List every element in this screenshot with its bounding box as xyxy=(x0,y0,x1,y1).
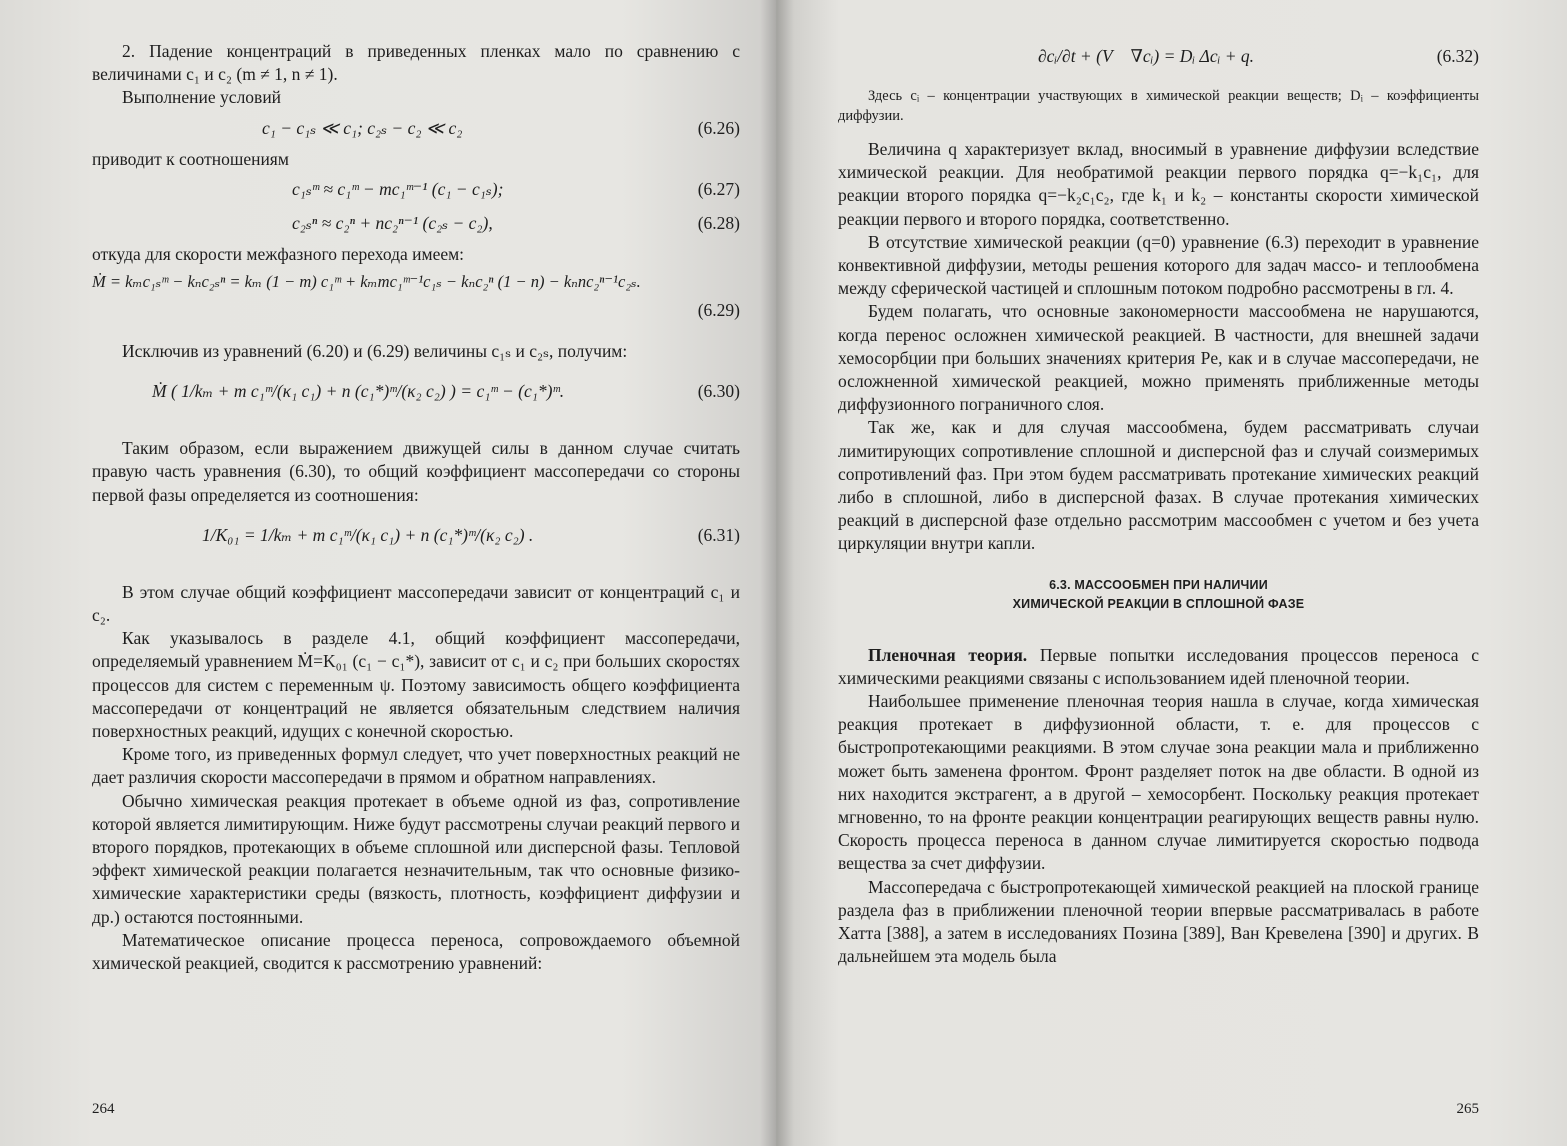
section-heading-line: 6.3. МАССООБМЕН ПРИ НАЛИЧИИ xyxy=(1049,577,1268,592)
equation-formula: ∂cᵢ/∂t + (V⃗ ∇cᵢ) = Dᵢ Δcᵢ + q. xyxy=(1038,46,1255,66)
paragraph: Массопередача с быстропротекающей химической реакцией на плоской границе раздела фаз в приближении пленочной теории впервые рассматривалась в работе Хатта [388], а затем в исследованиях Позина [389], Ван Кревелена [390] и других. В дальнейшем эта модель была xyxy=(838,876,1479,967)
paragraph: Выполнение условий xyxy=(122,87,282,108)
paragraph: В этом случае общий коэффициент массопередачи зависит от концентраций c₁ и c₂. xyxy=(92,581,740,626)
page-265 xyxy=(776,0,1567,1146)
equation-6-29 xyxy=(92,270,740,322)
equation-number: (6.30) xyxy=(697,381,740,402)
equation-number: (6.28) xyxy=(697,212,740,233)
paragraph: приводит к соотношениям xyxy=(92,148,289,169)
equation-number: (6.27) xyxy=(697,178,740,199)
paragraph: Кроме того, из приведенных формул следует, что учет поверхностных реакций не дает различия скорости массопередачи в прямом и обратном направлениях. xyxy=(92,744,740,788)
note-paragraph: Здесь cᵢ – концентрации участвующих в химической реакции веществ; Dᵢ – коэффициенты диффузии. xyxy=(838,88,1479,124)
paragraph: В отсутствие химической реакции (q=0) уравнение (6.3) переходит в уравнение конвективной диффузии, методы решения которого для задач массо- и теплообмена между сферической частицей и сплошным потоком подробно рассмотрены в гл. 4. xyxy=(838,231,1479,299)
equation-6-26 xyxy=(92,114,740,144)
paragraph: Величина q характеризует вклад, вносимый в уравнение диффузии вследствие химической реакции. Для необратимой реакции первого порядка q=−k₁c₁, для реакции второго порядка q=−k₂c₁c₂, где k₁ и k₂ – константы скорости химической реакции первого и второго порядка, соответственно. xyxy=(838,139,1479,229)
equation-number: (6.31) xyxy=(697,524,740,545)
paragraph: Как указывалось в разделе 4.1, общий коэффициент массопередачи, определяемый уравнением Ṁ=K₀₁ (c₁ − c₁*), зависит от c₁ и c₂ при больших скоростях процессов для систем с переменным ψ. Поэтому зависимость общего коэффициента массопередачи от концентраций не является обязательным следствием наличия поверхностных реакций, идущих с конечной скоростью. xyxy=(92,628,740,742)
section-heading-line: ХИМИЧЕСКОЙ РЕАКЦИИ В СПЛОШНОЙ ФАЗЕ xyxy=(1012,596,1305,611)
equation-6-32 xyxy=(838,42,1479,72)
paragraph: Наибольшее применение пленочная теория нашла в случае, когда химическая реакция протекает в диффузионной области, т. е. для процессов с быстропротекающими реакциями. В этом случае зона реакции мала и приближенно может быть заменена фронтом. Фронт разделяет поток на две области. В одной из них находится экстрагент, а в другой – хемосорбент. Поскольку реакция протекает мгновенно, то на фронте реакции концентрации реагирующих веществ равны нулю. Скорость процесса переноса в данном случае лимитируется скоростью подвода вещества за счет диффузии. xyxy=(838,691,1479,874)
run-in-heading: Пленочная теория. xyxy=(868,644,1028,665)
paragraph-text: Первые попытки исследования процессов переноса с химическими реакциями связаны с использованием идей пленочной теории. xyxy=(838,644,1479,688)
paragraph: Обычно химическая реакция протекает в объеме одной из фаз, сопротивление которой является лимитирующим. Ниже будут рассмотрены случаи реакций первого и второго порядков, протекающих в объеме сплошной или дисперсной фазы. Тепловой эффект химической реакции полагается незначительным, так что основные физико-химические характеристики среды (вязкость, плотность, коэффициент диффузии и др.) остаются постоянными. xyxy=(92,790,740,927)
equation-6-30 xyxy=(92,367,740,419)
equation-number: (6.26) xyxy=(697,117,740,138)
page-number: 265 xyxy=(1456,1101,1479,1117)
paragraph: Будем полагать, что основные закономерности массообмена не нарушаются, когда перенос осложнен химической реакцией. В частности, для внешней задачи хемосорбции при больших значениях критерия Pe, как и в случае массопередачи, не осложненной химической реакцией, можно применять приближенные методы диффузионного пограничного слоя. xyxy=(838,301,1479,415)
paragraph: Исключив из уравнений (6.20) и (6.29) величины c₁ₛ и c₂ₛ, получим: xyxy=(122,341,628,362)
equation-formula: c₁ − c₁ₛ ≪ c₁; c₂ₛ − c₂ ≪ c₂ xyxy=(262,117,463,138)
section-heading xyxy=(838,576,1479,614)
paragraph: Математическое описание процесса переноса, сопровождаемого объемной химической реакцией, сводится к рассмотрению уравнений: xyxy=(92,929,740,974)
paragraph: Таким образом, если выражением движущей силы в данном случае считать правую часть уравнения (6.30), то общий коэффициент массопередачи со стороны первой фазы определяется из соотношения: xyxy=(92,438,740,505)
equation-formula: Ṁ = kₘc₁ₛᵐ − kₙc₂ₛⁿ = kₘ (1 − m) c₁ᵐ + kₘmc₁ᵐ⁻¹c₁ₛ − kₙc₂ⁿ (1 − n) − kₙnc₂ⁿ⁻¹c₂ₛ. xyxy=(92,272,641,292)
page-264 xyxy=(0,0,776,1146)
equation-formula: c₁ₛᵐ ≈ c₁ᵐ − mc₁ᵐ⁻¹ (c₁ − c₁ₛ); xyxy=(292,178,504,199)
paragraph: Так же, как и для случая массообмена, будем рассматривать случаи лимитирующих сопротивление сплошной и дисперсной фаз и случай соизмеримых сопротивлений фаз. При этом будем рассматривать протекание химических реакций либо в сплошной, либо в дисперсной фазах. В случае протекания химических реакций в дисперсной фазе отдельно рассмотрим массообмен с учетом и без учета циркуляции внутри капли. xyxy=(838,417,1479,554)
equation-formula: 1/K₀₁ = 1/kₘ + m c₁ᵐ/(κ₁ c₁) + n (c₁*)ᵐ/(κ₂ c₂) . xyxy=(202,524,534,545)
paragraph: 2. Падение концентраций в приведенных пленках мало по сравнению с величинами c₁ и c₂ (m ≠ 1, n ≠ 1). xyxy=(92,41,740,85)
equation-number: (6.29) xyxy=(697,300,740,321)
equation-formula: Ṁ ( 1/kₘ + m c₁ᵐ/(κ₁ c₁) + n (c₁*)ᵐ/(κ₂ c₂) ) = c₁ᵐ − (c₁*)ᵐ. xyxy=(152,381,565,402)
equation-formula: c₂ₛⁿ ≈ c₂ⁿ + nc₂ⁿ⁻¹ (c₂ₛ − c₂), xyxy=(292,212,493,233)
equation-6-28 xyxy=(92,209,740,239)
page-number: 264 xyxy=(92,1101,115,1117)
paragraph: откуда для скорости межфазного перехода имеем: xyxy=(92,243,465,264)
equation-6-31 xyxy=(92,511,740,563)
equation-number: (6.32) xyxy=(1436,46,1479,66)
paragraph xyxy=(838,644,1479,690)
equation-6-27 xyxy=(92,175,740,205)
book-gutter xyxy=(760,0,794,1146)
